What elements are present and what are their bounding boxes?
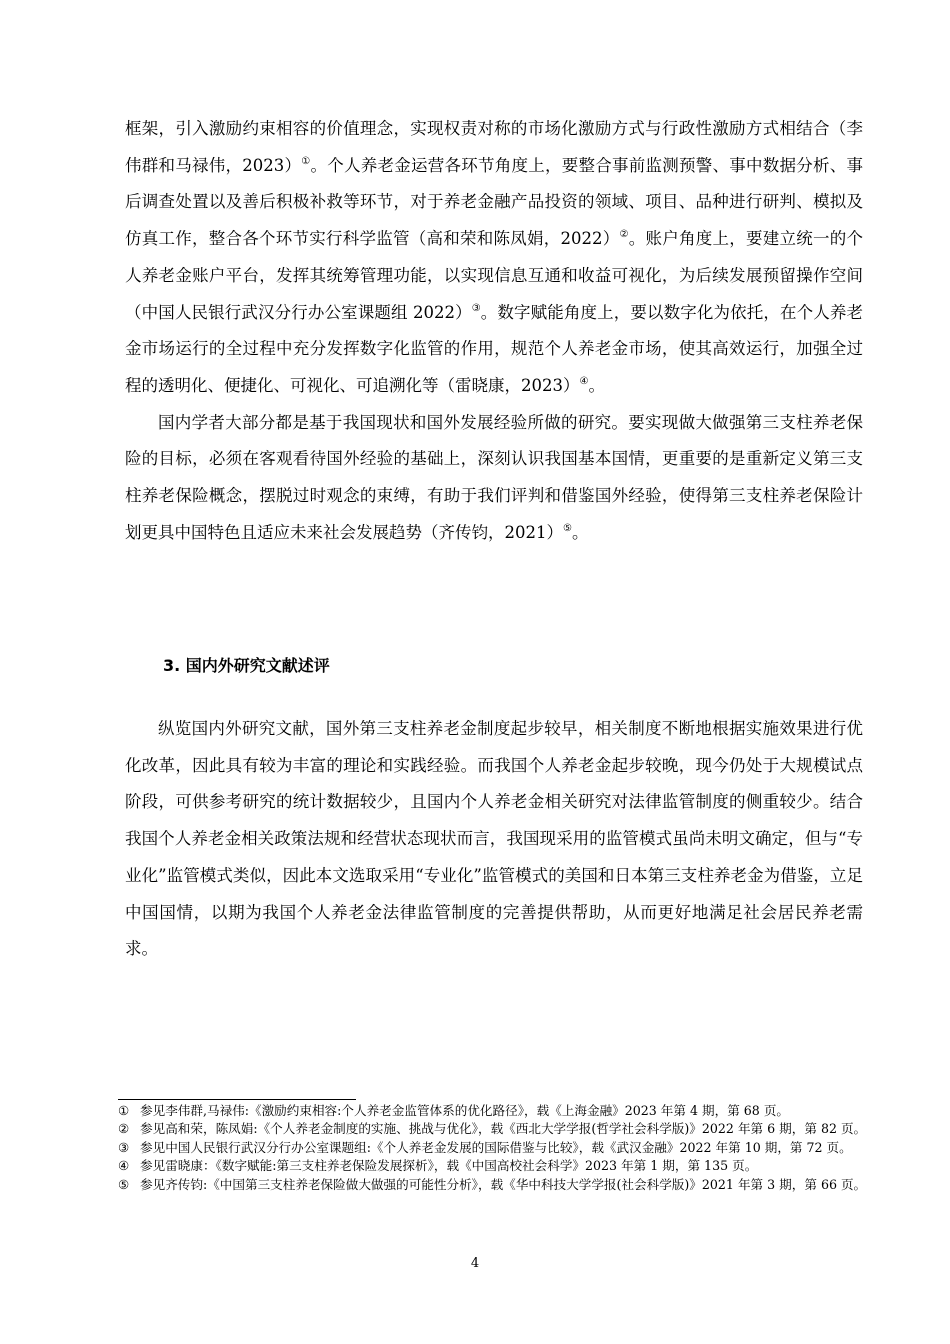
footnote-text: 参见高和荣，陈凤娟:《个人养老金制度的实施、挑战与优化》，载《西北大学学报(哲学社会科学版)》2022 年第 6 期，第 82 页。 [140, 1121, 867, 1137]
footnote-ref-1[interactable]: ① [301, 155, 311, 167]
paragraph-1-text-a: 框架，引入激励约束相容的价值理念，实现权责对称的市场化激励方式与行政性激励方式相结合（李伟群和马禄伟，2023） [125, 119, 863, 175]
paragraph-1-text-b: 。个人养老金运营各环节角度上，要整合事前监测预警、事中数据分析、事后调查处置以及善后积极补救等环节，对于养老金融产品投资的领域、项目、品种进行研判、模拟及仿真工作，整合各个环节实行科学监管（高和荣和陈凤娟，2022） [125, 155, 863, 249]
body-block-top [125, 111, 863, 551]
paragraph-1-text-c: 。账户角度上，要建立统一的个人养老金账户平台，发挥其统筹管理功能，以实现信息互通和收益可视化，为后续发展预留操作空间（中国人民银行武汉分行办公室课题组 2022） [125, 229, 863, 322]
paragraph-1 [125, 111, 863, 405]
paragraph-3: 纵览国内外研究文献，国外第三支柱养老金制度起步较早，相关制度不断地根据实施效果进行优化改革，因此具有较为丰富的理论和实践经验。而我国个人养老金起步较晚，现今仍处于大规模试点阶段，可供参考研究的统计数据较少，且国内个人养老金相关研究对法律监管制度的侧重较少。结合我国个人养老金相关政策法规和经营状态现状而言，我国现采用的监管模式虽尚未明文确定，但与“专业化”监管模式类似，因此本文选取采用“专业化”监管模式的美国和日本第三支柱养老金为借鉴，立足中国国情，以期为我国个人养老金法律监管制度的完善提供帮助，从而更好地满足社会居民养老需求。 [125, 719, 863, 959]
page-number: 4 [470, 1256, 480, 1271]
section-heading: 3. 国内外研究文献述评 [163, 656, 330, 675]
footnote-text: 参见雷晓康：《数字赋能:第三支柱养老保险发展探析》，载《中国高校社会科学》2023 年第 1 期，第 135 页。 [140, 1158, 758, 1174]
paragraph-1-text-e: 。 [588, 375, 605, 395]
footnote-mark: ① [118, 1103, 130, 1118]
footnote-ref-3[interactable]: ③ [471, 302, 481, 314]
footnote-mark: ② [118, 1121, 130, 1137]
paragraph-2-text-b: 。 [571, 522, 589, 542]
footnote-1 [118, 1102, 870, 1120]
footnote-mark: ④ [118, 1158, 130, 1174]
paragraph-2 [125, 405, 863, 552]
footnote-text: 参见中国人民银行武汉分行办公室课题组:《个人养老金发展的国际借鉴与比较》，载《武汉金融》2022 年第 10 期，第 72 页。 [140, 1139, 852, 1155]
footnote-4 [118, 1157, 870, 1175]
footnote-text: 参见李伟群,马禄伟:《激励约束相容:个人养老金监管体系的优化路径》，载《上海金融》2023 年第 4 期，第 68 页。 [140, 1103, 790, 1118]
footnote-5 [118, 1176, 870, 1194]
footnote-2 [118, 1120, 870, 1138]
footnote-separator [118, 1099, 356, 1100]
footnotes [118, 1102, 870, 1194]
paragraph-2-text-a: 国内学者大部分都是基于我国现状和国外发展经验所做的研究。要实现做大做强第三支柱养老保险的目标，必须在客观看待国外经验的基础上，深刻认识我国基本国情，更重要的是重新定义第三支柱养老保险概念，摆脱过时观念的束缚，有助于我们评判和借鉴国外经验，使得第三支柱养老保险计划更具中国特色且适应未来社会发展趋势（齐传钧，2021） [125, 412, 863, 542]
footnote-3 [118, 1139, 870, 1157]
footnote-ref-2[interactable]: ② [619, 229, 629, 241]
footnote-ref-5[interactable]: ⑤ [563, 522, 572, 534]
footnote-mark: ⑤ [118, 1176, 130, 1192]
footnote-ref-4[interactable]: ④ [579, 375, 589, 387]
body-block-bottom [125, 711, 863, 968]
footnote-text: 参见齐传钧:《中国第三支柱养老保险做大做强的可能性分析》，载《华中科技大学学报(社会科学版)》2021 年第 3 期，第 66 页。 [140, 1176, 867, 1192]
paragraph-1-text-d: 。数字赋能角度上，要以数字化为依托，在个人养老金市场运行的全过程中充分发挥数字化监管的作用，规范个人养老金市场，使其高效运行，加强全过程的透明化、便捷化、可视化、可追溯化等（雷晓康，2023） [125, 302, 863, 395]
footnote-mark: ③ [118, 1139, 130, 1155]
